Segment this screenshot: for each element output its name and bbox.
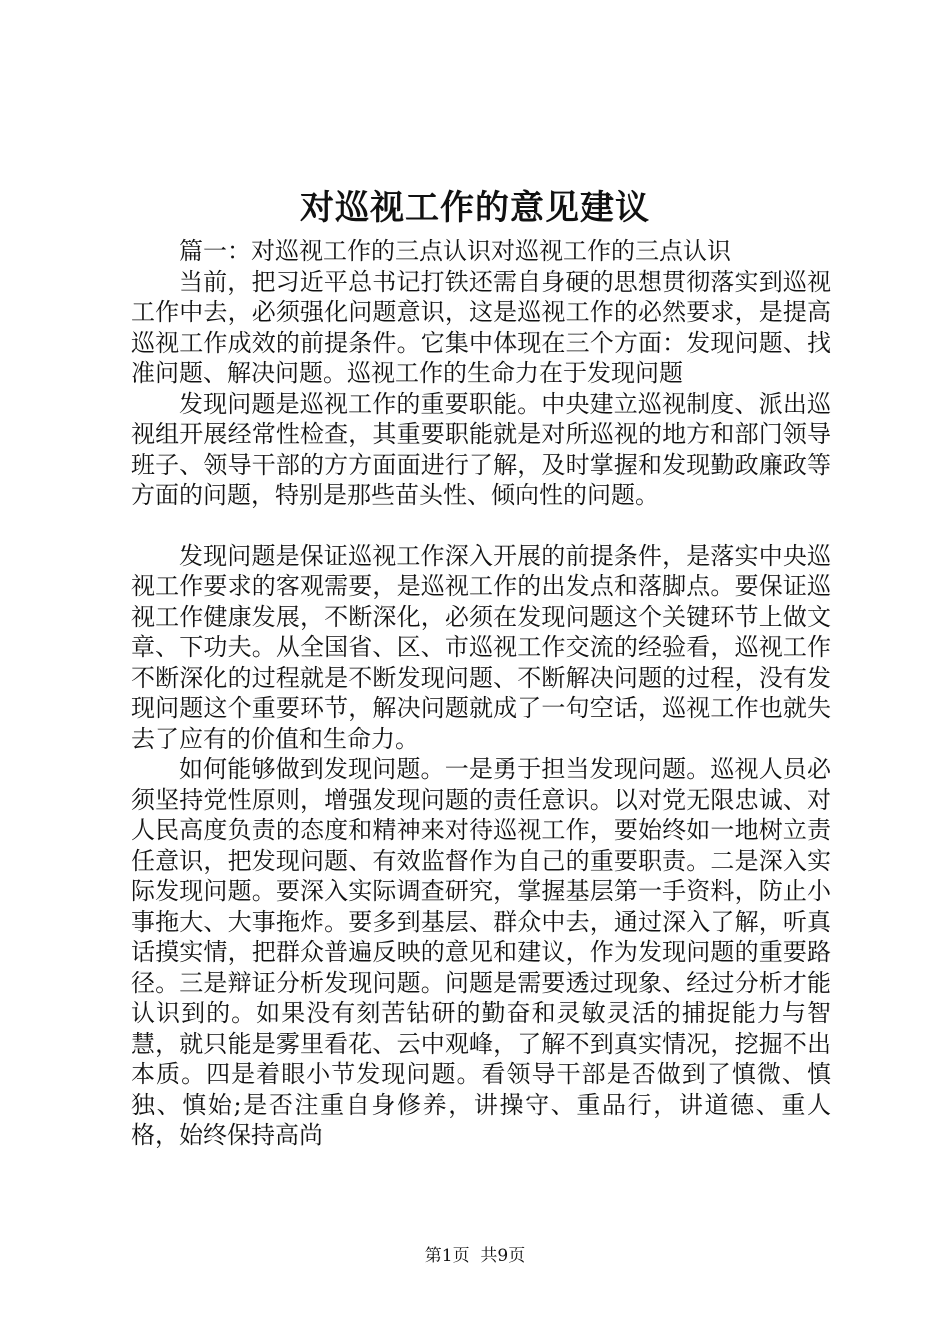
section-heading: 篇一：对巡视工作的三点认识对巡视工作的三点认识 xyxy=(179,237,731,265)
paragraph: 发现问题是保证巡视工作深入开展的前提条件，是落实中央巡视工作要求的客观需要，是巡视工作的出发点和落脚点。要保证巡视工作健康发展，不断深化，必须在发现问题这个关键环节上做文章、下功夫。从全国省、区、市巡视工作交流的经验看，巡视工作不断深化的过程就是不断发现问题、不断解决问题的过程，没有发现问题这个重要环节，解决问题就成了一句空话，巡视工作也就失去了应有的价值和生命力。 xyxy=(131,541,831,753)
paragraph: 如何能够做到发现问题。一是勇于担当发现问题。巡视人员必须坚持党性原则，增强发现问题的责任意识。以对党无限忠诚、对人民高度负责的态度和精神来对待巡视工作，要始终如一地树立责任意识，把发现问题、有效监督作为自己的重要职责。二是深入实际发现问题。要深入实际调查研究，掌握基层第一手资料，防止小事拖大、大事拖炸。要多到基层、群众中去，通过深入了解，听真话摸实情，把群众普遍反映的意见和建议，作为发现问题的重要路径。三是辩证分析发现问题。问题是需要透过现象、经过分析才能认识到的。如果没有刻苦钻研的勤奋和灵敏灵活的捕捉能力与智慧，就只能是雾里看花、云中观峰，了解不到真实情况，挖掘不出本质。四是着眼小节发现问题。看领导干部是否做到了慎微、慎独、慎始;是否注重自身修养，讲操守、重品行，讲道德、重人格，始终保持高尚 xyxy=(131,755,831,1149)
page-total: 共9页 xyxy=(480,1246,526,1266)
paragraph: 当前，把习近平总书记打铁还需自身硬的思想贯彻落实到巡视工作中去，必须强化问题意识，这是巡视工作的必然要求，是提高巡视工作成效的前提条件。它集中体现在三个方面：发现问题、找准问题、解决问题。巡视工作的生命力在于发现问题 xyxy=(131,267,831,387)
page-number: 第1页 xyxy=(424,1246,470,1266)
paragraph: 发现问题是巡视工作的重要职能。中央建立巡视制度、派出巡视组开展经常性检查，其重要职能就是对所巡视的地方和部门领导班子、领导干部的方方面面进行了解，及时掌握和发现勤政廉政等方面的问题，特别是那些苗头性、倾向性的问题。 xyxy=(131,389,831,509)
document-title: 对巡视工作的意见建议 xyxy=(300,188,650,228)
document-body xyxy=(131,236,831,1151)
page-footer xyxy=(0,1244,950,1268)
